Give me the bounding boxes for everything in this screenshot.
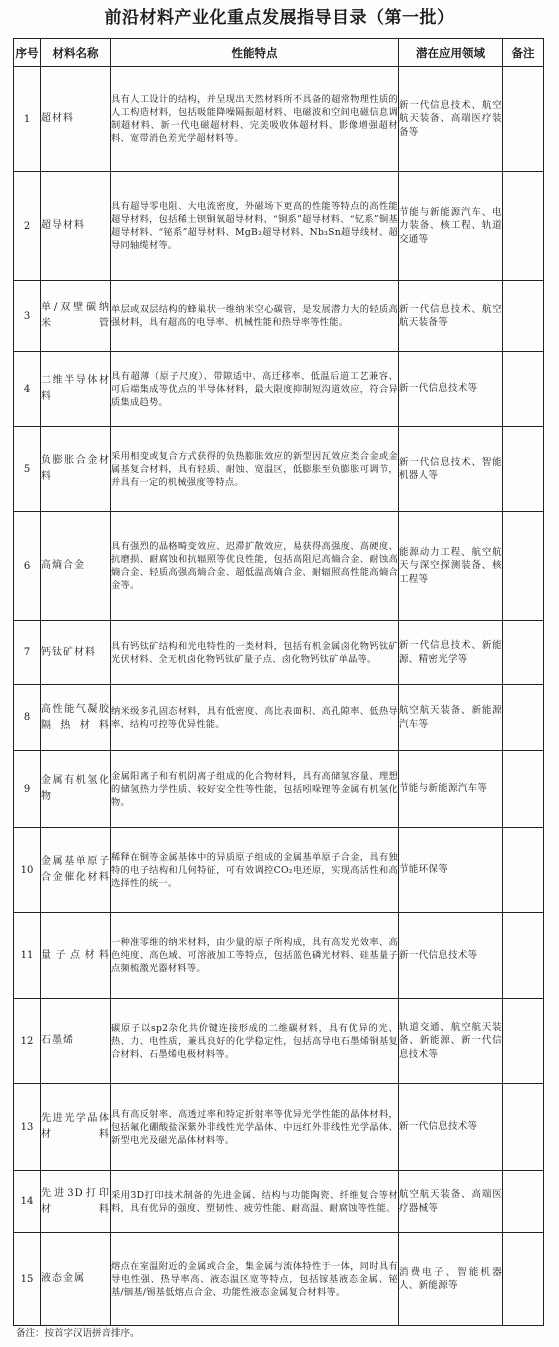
material-applications: 航空航天装备、高端医疗器械等 bbox=[399, 1171, 503, 1233]
material-name: 超材料 bbox=[41, 67, 111, 172]
row-number: 8 bbox=[14, 685, 41, 751]
material-name: 液态金属 bbox=[41, 1233, 111, 1326]
material-features: 金属阳离子和有机阴离子组成的化合物材料，具有高储氢容量、理想的储氢热力学性质、较好安全性等性能，包括吲哚锂等金属有机氢化物。 bbox=[111, 751, 399, 828]
row-number: 12 bbox=[14, 999, 41, 1084]
header-features: 性能特点 bbox=[111, 39, 399, 67]
header-name: 材料名称 bbox=[41, 39, 111, 67]
document-title: 前沿材料产业化重点发展指导目录（第一批） bbox=[104, 8, 455, 28]
material-remarks bbox=[503, 751, 544, 828]
material-features: 具有钙钛矿结构和光电特性的一类材料，包括有机金属卤化物钙钛矿光伏材料、全无机卤化物钙钛矿量子点、卤化物钙钛矿单晶等。 bbox=[111, 621, 399, 685]
table-row bbox=[14, 751, 544, 828]
table-row bbox=[14, 621, 544, 685]
material-features: 具有高反射率、高透过率和特定折射率等优异光学性能的晶体材料，包括氟化硼酸盐深紫外非线性光学晶体、中远红外非线性光学晶体、新型电光及磁光晶体材料等。 bbox=[111, 1084, 399, 1171]
material-applications: 节能与新能源汽车、电力装备、核工程、轨道交通等 bbox=[399, 172, 503, 281]
material-name: 石墨烯 bbox=[41, 999, 111, 1084]
material-remarks bbox=[503, 913, 544, 999]
row-number: 13 bbox=[14, 1084, 41, 1171]
table-row bbox=[14, 828, 544, 913]
table-row bbox=[14, 512, 544, 621]
material-applications: 新一代信息技术、新能源、精密光学等 bbox=[399, 621, 503, 685]
material-applications: 节能环保等 bbox=[399, 828, 503, 913]
material-remarks bbox=[503, 621, 544, 685]
header-no: 序号 bbox=[14, 39, 41, 67]
material-features: 具有强烈的晶格畸变效应、迟滞扩散效应，易获得高强度、高硬度、抗磨损、耐腐蚀和抗辐照等优良性能，包括高阻尼高熵合金、耐蚀高熵合金、轻质高强高熵合金、超低温高熵合金、耐辐照高性能高熵合金等。 bbox=[111, 512, 399, 621]
material-remarks bbox=[503, 512, 544, 621]
row-number: 14 bbox=[14, 1171, 41, 1233]
material-name: 金属有机氢化物 bbox=[41, 751, 111, 828]
material-remarks bbox=[503, 67, 544, 172]
material-remarks bbox=[503, 427, 544, 512]
material-features: 熔点在室温附近的金属或合金，集金属与流体特性于一体，同时具有导电性强、热导率高、液态温区宽等特点，包括镓基液态金属、铋基/铟基/锡基低熔点合金、功能性液态金属复合材料等。 bbox=[111, 1233, 399, 1326]
table-row bbox=[14, 1171, 544, 1233]
material-name: 超导材料 bbox=[41, 172, 111, 281]
header-applications: 潜在应用领域 bbox=[399, 39, 503, 67]
material-applications: 航空航天装备、新能源汽车等 bbox=[399, 685, 503, 751]
row-number: 9 bbox=[14, 751, 41, 828]
materials-table bbox=[13, 38, 544, 1326]
material-features: 纳米级多孔固态材料，具有低密度、高比表面积、高孔隙率、低热导率、结构可控等优异性能。 bbox=[111, 685, 399, 751]
material-applications: 轨道交通、航空航天装备、新能源、新一代信息技术等 bbox=[399, 999, 503, 1084]
material-features: 采用3D打印技术制备的先进金属、结构与功能陶瓷、纤维复合等材料，具有优异的强度、塑韧性、疲劳性能、耐高温、耐腐蚀等性能。 bbox=[111, 1171, 399, 1233]
table-row bbox=[14, 1233, 544, 1326]
row-number: 15 bbox=[14, 1233, 41, 1326]
row-number: 10 bbox=[14, 828, 41, 913]
material-applications: 新一代信息技术等 bbox=[399, 913, 503, 999]
material-name: 钙钛矿材料 bbox=[41, 621, 111, 685]
material-remarks bbox=[503, 999, 544, 1084]
table-row bbox=[14, 685, 544, 751]
material-features: 具有超导零电阻、大电流密度，外磁场下更高的性能等特点的高性能超导材料，包括稀土钡铜氧超导材料、“铜系”超导材料、“钇系”铜基超导材料、“铋系”超导材料、MgB₂超导材料、Nb₃Sn超导线材、超导同轴缆材等。 bbox=[111, 172, 399, 281]
row-number: 7 bbox=[14, 621, 41, 685]
row-number: 3 bbox=[14, 281, 41, 352]
table-row bbox=[14, 67, 544, 172]
material-applications: 新一代信息技术、航空航天装备等 bbox=[399, 281, 503, 352]
table-header-row bbox=[14, 39, 544, 67]
material-name: 高熵合金 bbox=[41, 512, 111, 621]
footnote: 备注：按首字汉语拼音排序。 bbox=[16, 1328, 140, 1339]
material-remarks bbox=[503, 1084, 544, 1171]
material-features: 采用相变或复合方式获得的负热膨胀效应的新型因瓦效应类合金或金属基复合材料，具有轻质、耐蚀、宽温区，低膨胀至负膨胀可调节，并具有一定的机械强度等特点。 bbox=[111, 427, 399, 512]
material-applications: 消费电子、智能机器人、新能源等 bbox=[399, 1233, 503, 1326]
material-remarks bbox=[503, 1233, 544, 1326]
header-remarks: 备注 bbox=[503, 39, 544, 67]
material-applications: 节能与新能源汽车等 bbox=[399, 751, 503, 828]
material-name: 先进3D打印材料 bbox=[41, 1171, 111, 1233]
table-row bbox=[14, 172, 544, 281]
material-name: 二维半导体材料 bbox=[41, 352, 111, 427]
table-row bbox=[14, 913, 544, 999]
material-features: 一种准零维的纳米材料，由少量的原子所构成，具有高发光效率、高色纯度、高色域、可溶液加工等特点，包括蓝色磷光材料、硅基量子点频梳激光器材料等。 bbox=[111, 913, 399, 999]
material-applications: 新一代信息技术、航空航天装备、高端医疗装备等 bbox=[399, 67, 503, 172]
material-applications: 新一代信息技术等 bbox=[399, 352, 503, 427]
material-features: 具有超薄（原子尺度）、带隙适中、高迁移率、低温后道工艺兼容、可后端集成等优点的半导体材料，最大限度抑制短沟道效应，符合异质集成趋势。 bbox=[111, 352, 399, 427]
row-number: 11 bbox=[14, 913, 41, 999]
material-applications: 能源动力工程、航空航天与深空探测装备、核工程等 bbox=[399, 512, 503, 621]
material-features: 稀释在铜等金属基体中的异质原子组成的金属基单原子合金，具有独特的电子结构和几何特征，可有效调控CO₂电还原，实现高活性和高选择性的统一。 bbox=[111, 828, 399, 913]
material-features: 单层或双层结构的蜂巢状一维纳米空心碳管，是发展潜力大的轻质高强材料，具有超高的电导率、机械性能和热导率等性能。 bbox=[111, 281, 399, 352]
table-row bbox=[14, 427, 544, 512]
material-applications: 新一代信息技术、智能机器人等 bbox=[399, 427, 503, 512]
row-number: 2 bbox=[14, 172, 41, 281]
material-remarks bbox=[503, 1171, 544, 1233]
table-row bbox=[14, 999, 544, 1084]
material-applications: 新一代信息技术等 bbox=[399, 1084, 503, 1171]
material-remarks bbox=[503, 281, 544, 352]
row-number: 6 bbox=[14, 512, 41, 621]
material-remarks bbox=[503, 172, 544, 281]
material-name: 高性能气凝胶隔热材料 bbox=[41, 685, 111, 751]
material-name: 负膨胀合金材料 bbox=[41, 427, 111, 512]
material-remarks bbox=[503, 828, 544, 913]
table-row bbox=[14, 1084, 544, 1171]
material-features: 碳原子以sp2杂化共价键连接形成的二维碳材料，具有优异的光、热、力、电性质，兼具良好的化学稳定性，包括高导电石墨烯铜基复合材料、石墨烯电极材料等。 bbox=[111, 999, 399, 1084]
material-name: 先进光学晶体材料 bbox=[41, 1084, 111, 1171]
material-name: 单/双壁碳纳米管 bbox=[41, 281, 111, 352]
table-row bbox=[14, 352, 544, 427]
material-remarks bbox=[503, 685, 544, 751]
material-remarks bbox=[503, 352, 544, 427]
table-row bbox=[14, 281, 544, 352]
material-features: 具有人工设计的结构，并呈现出天然材料所不具备的超常物理性质的人工构造材料，包括吸能降噪隔振超材料、电磁波和空间电磁信息调制超材料、新一代电磁超材料、完美吸收体超材料、影像增强超材料、宽带消色差光学超材料等。 bbox=[111, 67, 399, 172]
row-number: 4 bbox=[14, 352, 41, 427]
material-name: 量子点材料 bbox=[41, 913, 111, 999]
row-number: 1 bbox=[14, 67, 41, 172]
material-name: 金属基单原子合金催化材料 bbox=[41, 828, 111, 913]
row-number: 5 bbox=[14, 427, 41, 512]
